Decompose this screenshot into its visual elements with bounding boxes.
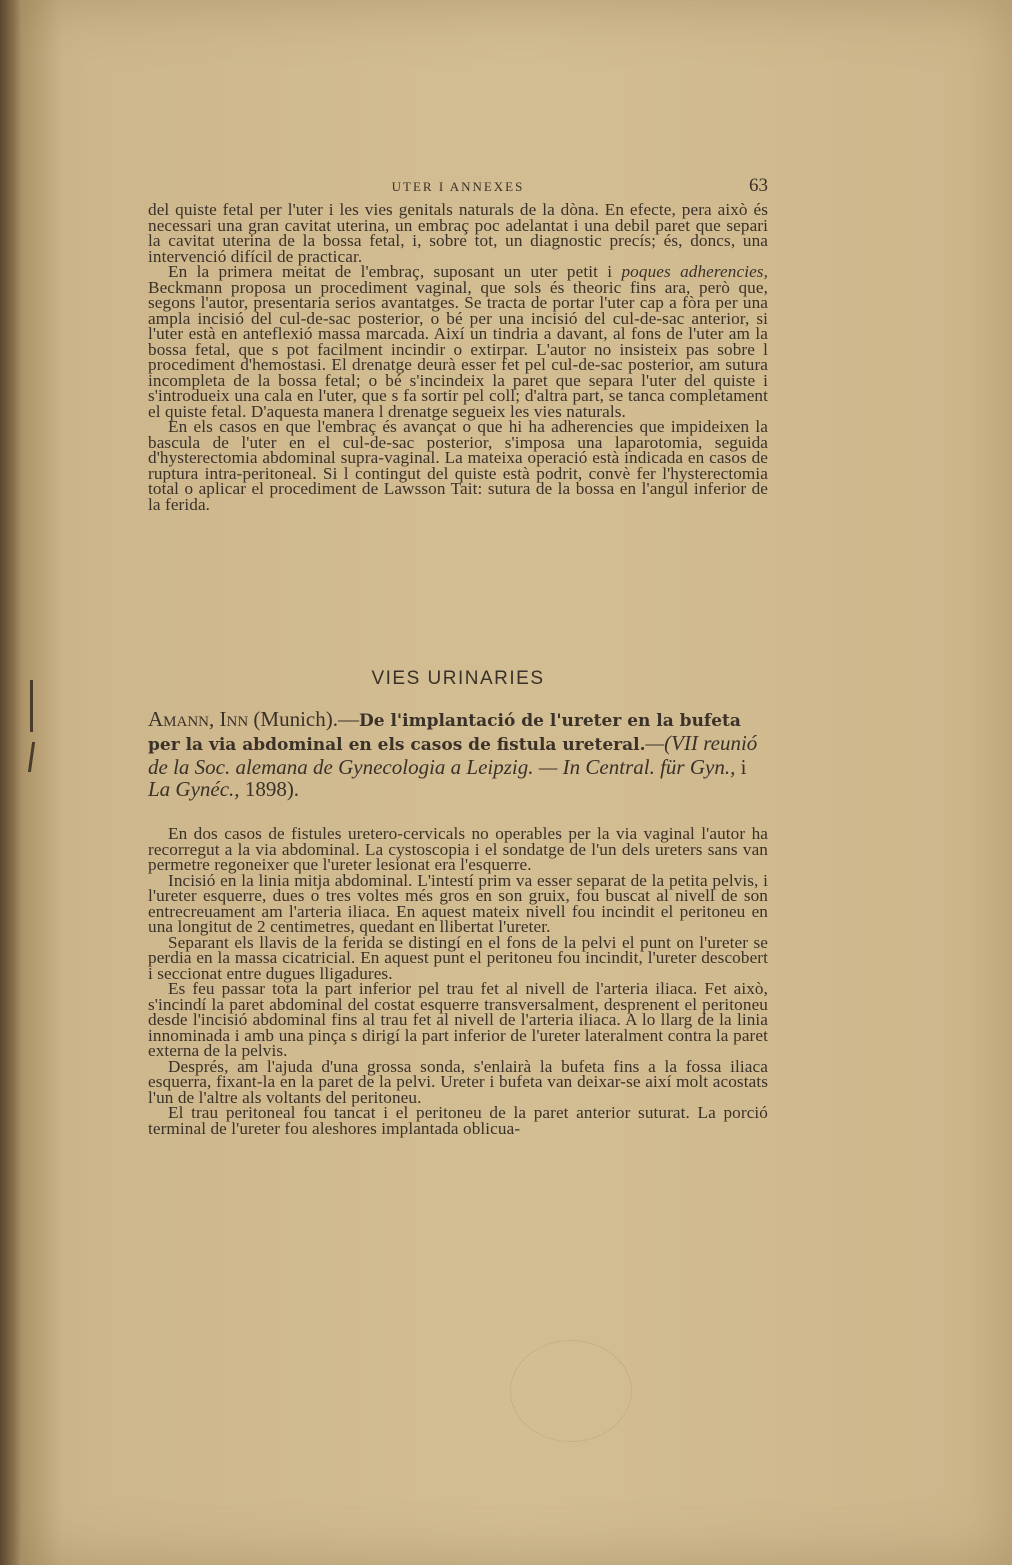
paragraph: Després, am l'ajuda d'una grossa sonda, s'enlairà la bufeta fins a la fossa iliaca esquerra, fixant-la en la paret de la pelvi. Ureter i bufeta van deixar-se així molt acostats l'un de l'altre als voltants del peritoneu. — [148, 1056, 768, 1107]
margin-mark — [30, 680, 33, 732]
citation-year: 1898). — [239, 777, 300, 801]
page-number: 63 — [749, 175, 768, 196]
text-span: En la primera meitat de l'embraç, suposant un uter petit i — [168, 262, 622, 281]
running-head — [148, 175, 768, 199]
binding-shadow — [0, 0, 24, 1565]
citation-source-plain: i — [735, 755, 747, 779]
citation-source: —(VII reunió de la Soc. alemana de Gynecologia a Leipzig. — In Central. für Gyn., — [148, 731, 758, 779]
citation-place: (Munich).— — [248, 707, 359, 731]
paragraph: del quiste fetal per l'uter i les vies genitals naturals de la dòna. En efecte, pera això és necessari una gran cavitat uterina, un embraç poc adelantat i una debil paret que separi la cavitat uterina de la bossa fetal, i, sobre tot, un diagnostic precís; és, doncs, una intervenció difícil de practicar. — [148, 200, 768, 266]
text-span: Beckmann proposa un procediment vaginal, que sols és theoric fins ara, però que, segons l'autor, presentaria serios avantatges. Se tracta de portar l'uter cap a fòra per una ampla incisió del cul-de-sac posterior, o bé per una incisió del cul-de-sac anterior, si l'uter està en anteflexió massa marcada. Així un tindria a davant, al fons de l'uter am la bossa fetal, que s pot facilment incindir o extirpar. L'autor no insisteix pas sobre l procediment d'hemostasi. El drenatge deurà esser fet pel cul-de-sac posterior, am sutura incompleta de la bossa fetal; o bé s'incindeix la paret que separa l'uter del quiste i s'introdueix una cala en l'uter, que s fa sortir pel coll; d'altra part, se tanca completament el quiste fetal. D'aquesta manera l drenatge segueix les vies naturals. — [148, 277, 768, 421]
paragraph — [148, 264, 768, 419]
citation — [148, 708, 768, 800]
italic-span: poques adherencies, — [621, 262, 768, 281]
citation-title: De l'implantació de l'ureter en la bufeta per la via abdominal en els casos de fistula ureteral. — [148, 711, 741, 755]
section-heading: VIES URINARIES — [371, 668, 545, 689]
citation-source-2: La Gynéc., — [148, 777, 240, 801]
paragraph: En els casos en que l'embraç és avançat o que hi ha adherencies que impideixen la bascula de l'uter en el cul-de-sac posterior, s'imposa una laparotomia, seguida d'hysterectomia abdominal supra-vaginal. La mateixa operació està indicada en casos de ruptura intra-peritoneal. Si l contingut del quiste està podrit, convè fer l'hysterectomia total o aplicar el procediment de Lawsson Tait: sutura de la bossa en l'angul inferior de la ferida. — [148, 417, 768, 514]
paragraph: Es feu passar tota la part inferior pel trau fet al nivell de l'arteria iliaca. Fet això, s'incindí la paret abdominal del costat esquerre transversalment, desprenent el peritoneu desde l'incisió abdominal fins al trau fet al nivell de l'arteria iliaca. A lo llarg de la linia innominada i amb una pinça s dirigí la part inferior de l'ureter lateralment contra la paret externa de la pelvis. — [148, 979, 768, 1060]
faded-stamp — [510, 1340, 632, 1442]
paragraph: En dos casos de fistules uretero-cervicals no operables per la via vaginal l'autor ha recorregut a la via abdominal. La cystoscopia i el sondatge de l'un dels ureters sans van permetre regoneixer que l'ureter lesionat era l'esquerre. — [148, 824, 768, 874]
body-text-block-1 — [148, 202, 768, 512]
paragraph: El trau peritoneal fou tancat i el peritoneu de la paret anterior suturat. La porció terminal de l'ureter fou aleshores implantada oblicua- — [148, 1103, 768, 1138]
citation-author: Amann, Inn — [148, 707, 249, 731]
running-title: UTER I ANNEXES — [391, 179, 525, 194]
body-text-block-2 — [148, 826, 768, 1136]
paragraph: Incisió en la linia mitja abdominal. L'intestí prim va esser separat de la petita pelvis, i l'ureter esquerre, dues o tres voltes més gros en son gruix, fou buscat al nivell de son entrecreuament am l'arteria iliaca. En aquest mateix nivell fou incindit el peritoneu en una longitut de 2 centimetres, quedant en llibertat l'ureter. — [148, 870, 768, 936]
paragraph: Separant els llavis de la ferida se distingí en el fons de la pelvi el punt on l'ureter se perdia en la massa cicatricial. En aquest punt el peritoneu fou incindit, l'ureter descobert i seccionat entre dugues lligadures. — [148, 932, 768, 983]
